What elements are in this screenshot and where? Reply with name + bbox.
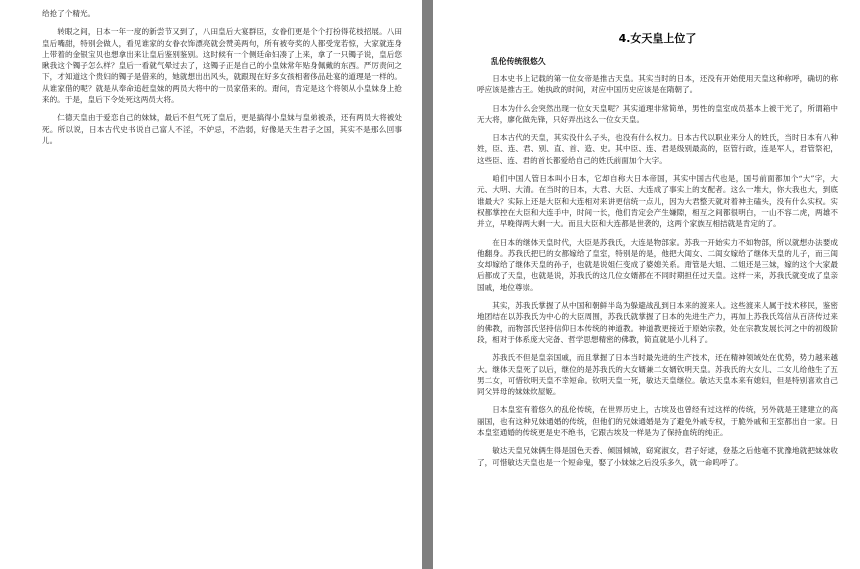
right-paragraph-2: 日本为什么会突然出现一位女天皇呢？其实道理非常简单，男性的皇室成员基本上被干光了，所谓箱中无大将，廖化做先锋，只好弄出这么一位女天皇。 <box>477 103 838 124</box>
right-paragraph-1: 日本史书上记载的第一位女帝是推古天皇。其实当时的日本，还没有开始使用天皇这种称呼，确切的称呼应该是推古王。她执政的时间，对应中国历史应该是在隋朝了。 <box>477 74 838 95</box>
right-paragraph-7: 苏我氏不但是皇亲国戚，而且掌握了日本当时最先进的生产技术，还在精神领域处在优势，势力越来越大。继体天皇死了以后，继位的是苏我氏的大女婿兼二女婿钦明天皇。苏我氏的大女儿、二女儿给他生了五男二女，可惜钦明天皇不幸短命。钦明天皇一死，敏达天皇继位。敏达天皇本来有媳妇，但是特别喜欢自己同父异母的妹妹炊屋姬。 <box>477 353 838 397</box>
chapter-title: 4.女天皇上位了 <box>618 32 697 45</box>
right-paragraph-9: 敏达天皇兄妹俩生得是国色天香、倾国倾城，窈窕淑女，君子好逑，登基之后他毫不犹豫地就把妹妹收了，可惜敏达天皇也是一个短命鬼，娶了小妹妹之后没乐多久，就一命呜呼了。 <box>477 446 838 467</box>
right-page <box>433 0 860 569</box>
section-title: 乱伦传统很悠久 <box>491 57 546 66</box>
left-paragraph-3: 仁德天皇由于爱恋自己的妹妹，最后不但气死了皇后，更是搞得小皇妹与皇弟被杀，还有两员大将被处死。所以说，日本古代史书说自己富人不淫，不妒忌，不浩弱，好像是天生君子之国，其实不是那么回事儿。 <box>42 113 402 145</box>
left-paragraph-1: 给抢了个精光。 <box>42 9 96 18</box>
right-paragraph-8: 日本皇室有着悠久的乱伦传统，在世界历史上，古埃及也曾经有过这样的传统，另外就是王建建立的高丽国，也有这种兄妹通婚的传统，但他们的兄妹通婚是为了避免外戚专权，于脆外戚和王室都出自一家。日本皇室通婚的传统更是史不绝书，它跟古埃及一样是为了保持血统的纯正。 <box>477 405 838 438</box>
right-paragraph-4: 咱们中国人管日本叫小日本，它却自称大日本帝国，其实中国古代也是，国号前面都加个“大”字，大元、大明、大清。在当时的日本，大君、大臣、大连成了事实上的支配者。这么一堆大，你大我也大，到底谁最大？实际上还是大臣和大连相对来讲更信统一点儿，因为大君整天就对着神主磕头，没有什么实权。实权都掌控在大臣和大连手中，时间一长，他们肯定会产生嫌隙，相互之间都很明白，一山不容二虎，两雄不并立，早晚得两大剩一大。而且大臣和大连都是世袭的，这两个家族互相拮就是肯定的了。 <box>477 174 838 229</box>
left-page <box>0 0 422 569</box>
right-paragraph-3: 日本古代的天皇，其实没什么子头，也没有什么权力。日本古代以职业来分人的姓氏，当时日本有八种姓，臣、连、君、别、直、首、造、史。其中臣、连、君是级别最高的，臣管行政，连是军人，君管祭祀，这些臣、连、君的首长都爱给自己的姓氏前面加个大字。 <box>477 133 838 165</box>
left-paragraph-2: 转眼之间，日本一年一度的新尝节又到了，八田皇后大宴群臣，女眷们更是个个打扮得花枝招展。八田皇后嘴甜，特别会做人，看见谁家的女眷衣饰漂亮就会赞美两句，所有被夸奖的人都受宠若惊，大家就连身上带着的金银宝贝也想拿出来让皇后鉴别鉴别。这时候有一个侧廷命妇凑了上来，拿了一只镯子说，皇后您瞅我这个镯子怎么样？皇后一看就气晕过去了，这镯子正是自己的小皇妹常年贴身佩戴的东西。严厉责问之下，才知道这个贵妇的镯子是借来的，她就想出出风头，就跟现在好多女孩相奢侈品赴宴的道理是一样的。从谁家借的呢？就是从奉命追赶皇妹的两员大将中的一员家借来的。甭问，肯定是这个将领从小皇妹身上抢来的。于是，皇后下令处死这两员大将。 <box>42 27 402 105</box>
right-paragraph-6: 其实，苏我氏掌握了从中国和朝鲜半岛为躲避战乱到日本来的渡来人。这些渡来人属于技术移民，鉴密地团结在以苏我氏为中心的大臣周围，苏我氏就掌握了日本的先进生产力，再加上苏我氏笃信从百济传过来的佛教，而物部氏坚持信仰日本传统的神道教。神道教更接近于原始宗教，处在宗教发展长河之中的初级阶段，相对于体系庞大完备、哲学思想精密的佛教，简直就是小儿科了。 <box>477 301 838 344</box>
right-paragraph-5: 在日本的继体天皇时代，大臣是苏我氏，大连是物部家。苏我一开始实力不如物部，所以就想办法要成他翻身。苏我氏把巳的女都嫁给了皇室，特别是的是，他把大闺女、二闺女嫁给了继体天皇的儿子，而三闺女却嫁给了继体天皇的孙子，也就是说姐仨变成了婆媳关系。甭管是大姐、二姐还是三妹，嫁的这个大家最后都成了天皇，也就是说，苏我氏的这几位女婿都在不同时期担任过天皇。这样一来，苏我氏就变成了皇亲国戚，地位尊崇。 <box>477 237 838 292</box>
